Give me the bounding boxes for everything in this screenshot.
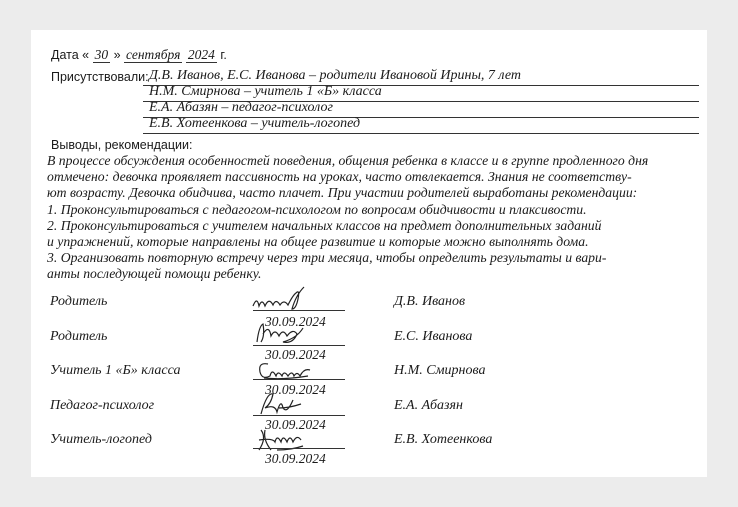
signature-date: 30.09.2024 [265,382,326,397]
date-prefix: Дата [51,48,79,62]
date-year: 2024 [187,47,215,62]
conclusions-line: 2. Проконсультироваться с учителем начальных классов на предмет дополнительных заданий [47,217,602,233]
signature-line [253,310,345,311]
conclusions-line: анты последующей помощи ребенку. [47,266,262,282]
conclusions-line: В процессе обсуждения особенностей поведения, общения ребенка в классе и в группе продленного дня [47,153,649,168]
signature-line [253,415,345,416]
attendee-line: Е.В. Хотеенкова – учитель-логопед [149,116,361,131]
signature-date: 30.09.2024 [265,314,326,329]
attendee-line: Н.М. Смирнова – учитель 1 «Б» класса [149,84,382,99]
signature-date: 30.09.2024 [265,347,326,362]
signatory-name: Е.А. Абазян [394,398,463,413]
conclusions-line: отмечено: девочка проявляет пассивность на уроках, часто отвлекается. Знания не соответству- [47,169,632,185]
date-open-quote: « [82,48,90,62]
protocol-document [31,30,707,477]
date-close-quote: » [113,48,121,62]
signatory-name: Н.М. Смирнова [394,363,486,378]
signature-date: 30.09.2024 [265,417,326,432]
conclusions-line: 1. Проконсультироваться с педагогом-психологом по вопросам обидчивости и плаксивости. [47,201,587,217]
signature-date: 30.09.2024 [265,451,326,466]
conclusions-line: ют возрасту. Девочка обидчива, часто плачет. При участии родителей выработаны рекомендации: [47,185,638,201]
signature-line [253,379,345,380]
conclusions-text [47,153,697,283]
signatory-role: Родитель [50,329,108,344]
handwritten-signature [251,286,331,316]
handwritten-signature [256,358,326,384]
signatory-role: Родитель [50,294,108,309]
attendee-line: Е.А. Абазян – педагог-психолог [149,100,333,115]
underline [143,133,699,134]
conclusions-line: 3. Организовать повторную встречу через три месяца, чтобы определить результаты и вари- [47,250,607,266]
date-month: сентября [126,47,181,62]
signatory-role: Учитель 1 «Б» класса [50,363,181,378]
signatory-role: Учитель-логопед [50,432,152,447]
signatory-name: Д.В. Иванов [394,294,466,309]
signature-line [253,448,345,449]
date-day: 30 [94,47,109,62]
conclusions-line: и упражнений, которые направлены на общее развитие и которые можно выполнять дома. [47,234,589,250]
attendees-label: Присутствовали: [51,70,149,84]
signatory-role: Педагог-психолог [50,398,155,413]
signatory-name: Е.В. Хотеенкова [394,432,493,447]
signature-line [253,345,345,346]
conclusions-label: Выводы, рекомендации: [51,138,193,152]
signatory-name: Е.С. Иванова [394,329,473,344]
attendee-line: Д.В. Иванов, Е.С. Иванова – родители Ивановой Ирины, 7 лет [149,68,522,83]
date-line [51,47,227,63]
date-suffix: г. [220,48,227,62]
